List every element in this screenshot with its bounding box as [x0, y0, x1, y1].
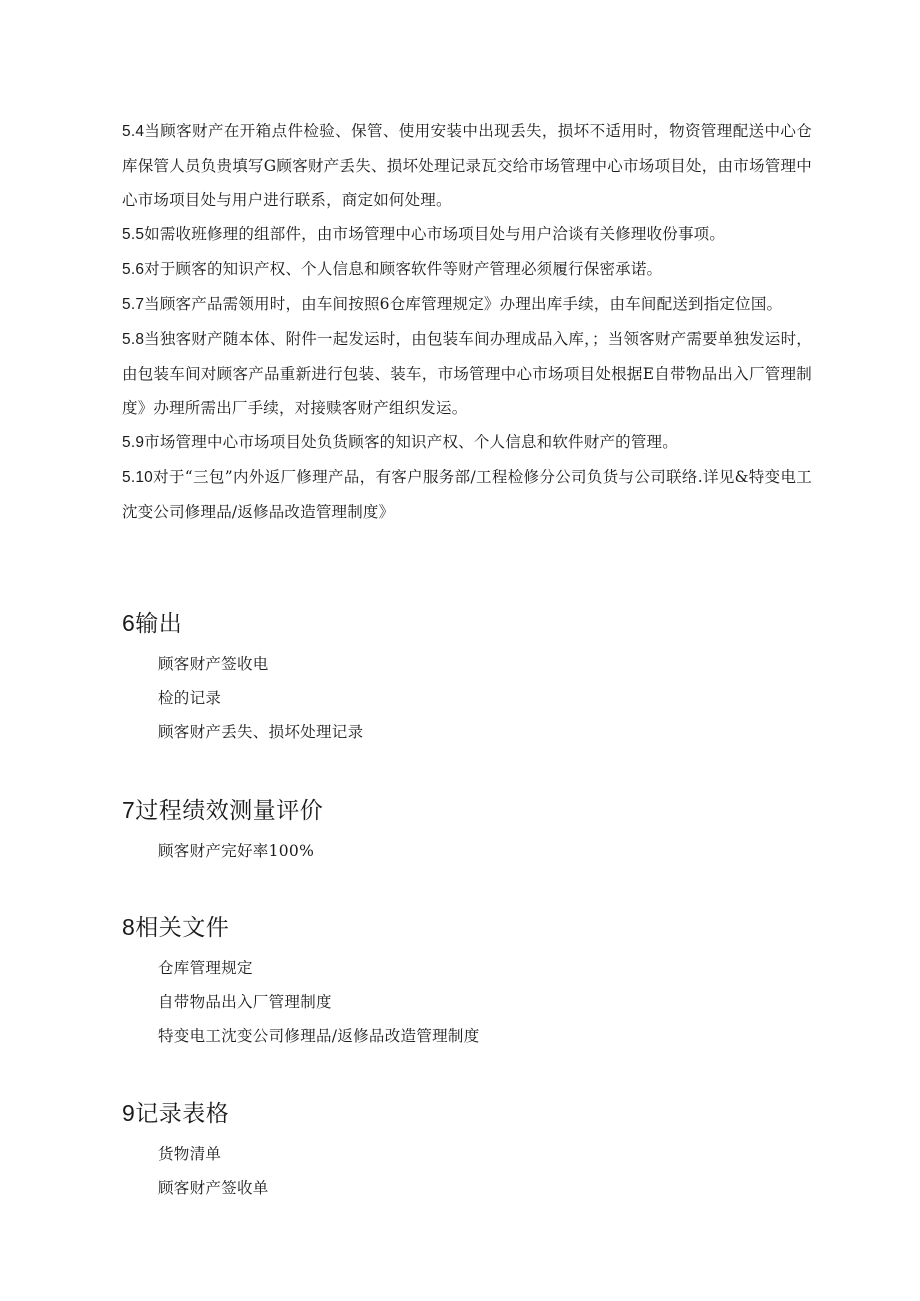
section-number: 6 [122, 610, 136, 636]
list-item: 仓库管理规定 [158, 959, 253, 977]
list-item: 顾客财产完好率100% [158, 842, 315, 860]
section-output [122, 608, 822, 749]
section-item-list [122, 1137, 822, 1205]
section-title-text: 记录表格 [135, 1101, 230, 1127]
clause-text: 如需收班修理的组部件，由市场管理中心市场项目处与用户洽谈有关修理收份事项。 [144, 225, 726, 243]
list-item: 特变电工沈变公司修理品/返修品改造管理制度 [158, 1027, 480, 1045]
section-related-documents [122, 912, 822, 1053]
section-title [122, 608, 822, 639]
section-title [122, 912, 822, 943]
list-item: 自带物品出入厂管理制度 [158, 993, 332, 1011]
section-title-text: 相关文件 [135, 915, 230, 941]
list-item: 顾客财产签收电 [158, 655, 269, 673]
clause-5-4 [122, 114, 812, 217]
clause-5-7 [122, 287, 812, 322]
clause-text: 对于“三包”内外返厂修理产品，有客户服务部/工程检修分公司负货与公司联络.详见&特变电工沈变公司修理品/返修品改造管理制度》 [122, 468, 812, 521]
section-number: 7 [122, 797, 136, 823]
clause-list [122, 114, 812, 529]
clause-number: 5.5 [122, 226, 145, 243]
clause-text: 市场管理中心市场项目处负货顾客的知识产权、个人信息和软件财产的管理。 [144, 433, 678, 451]
clause-number: 5.8 [122, 331, 145, 348]
section-number: 8 [122, 914, 136, 940]
section-item-list [122, 834, 822, 868]
list-item: 检的记录 [158, 689, 222, 707]
section-record-forms [122, 1098, 822, 1205]
clause-number: 5.4 [122, 123, 145, 140]
section-title [122, 795, 822, 826]
section-item-list [122, 647, 822, 749]
list-item: 货物清单 [158, 1145, 222, 1163]
list-item: 顾客财产丢失、损坏处理记录 [158, 723, 364, 741]
clause-number: 5.7 [122, 296, 145, 313]
section-title [122, 1098, 822, 1129]
clause-5-10 [122, 460, 812, 529]
clause-text: 当顾客产品需领用时，由车间按照6仓库管理规定》办理出库手续，由车间配送到指定位国。 [144, 295, 783, 313]
clause-5-6 [122, 252, 812, 287]
clause-5-8 [122, 322, 812, 425]
clause-5-5 [122, 217, 812, 252]
section-title-text: 输出 [135, 611, 183, 637]
clause-text: 当独客财产随本体、附件一起发运时，由包装车间办理成品入库，；当领客财产需要单独发运时，由包装车间对顾客产品重新进行包装、装车，市场管理中心市场项目处根据E自带物品出入厂管理制度》办理所需出厂手续，对接赎客财产组织发运。 [122, 330, 812, 417]
clause-text: 对于顾客的知识产权、个人信息和顾客软件等财产管理必须履行保密承诺。 [144, 260, 663, 278]
section-number: 9 [122, 1100, 136, 1126]
clause-number: 5.9 [122, 434, 145, 451]
section-title-text: 过程绩效测量评价 [135, 798, 324, 824]
section-performance-measurement [122, 795, 822, 868]
clause-number: 5.10 [122, 469, 153, 486]
section-item-list [122, 951, 822, 1053]
list-item: 顾客财产签收单 [158, 1179, 269, 1197]
clause-text: 当顾客财产在开箱点件检验、保管、使用安装中出现丢失，损坏不适用时，物资管理配送中心仓库保管人员负贵填写G顾客财产丢失、损坏处理记录瓦交给市场管理中心市场项目处，由市场管理中心市场项目处与用户进行联系，商定如何处理。 [122, 122, 812, 209]
clause-number: 5.6 [122, 261, 145, 278]
clause-5-9 [122, 425, 812, 460]
